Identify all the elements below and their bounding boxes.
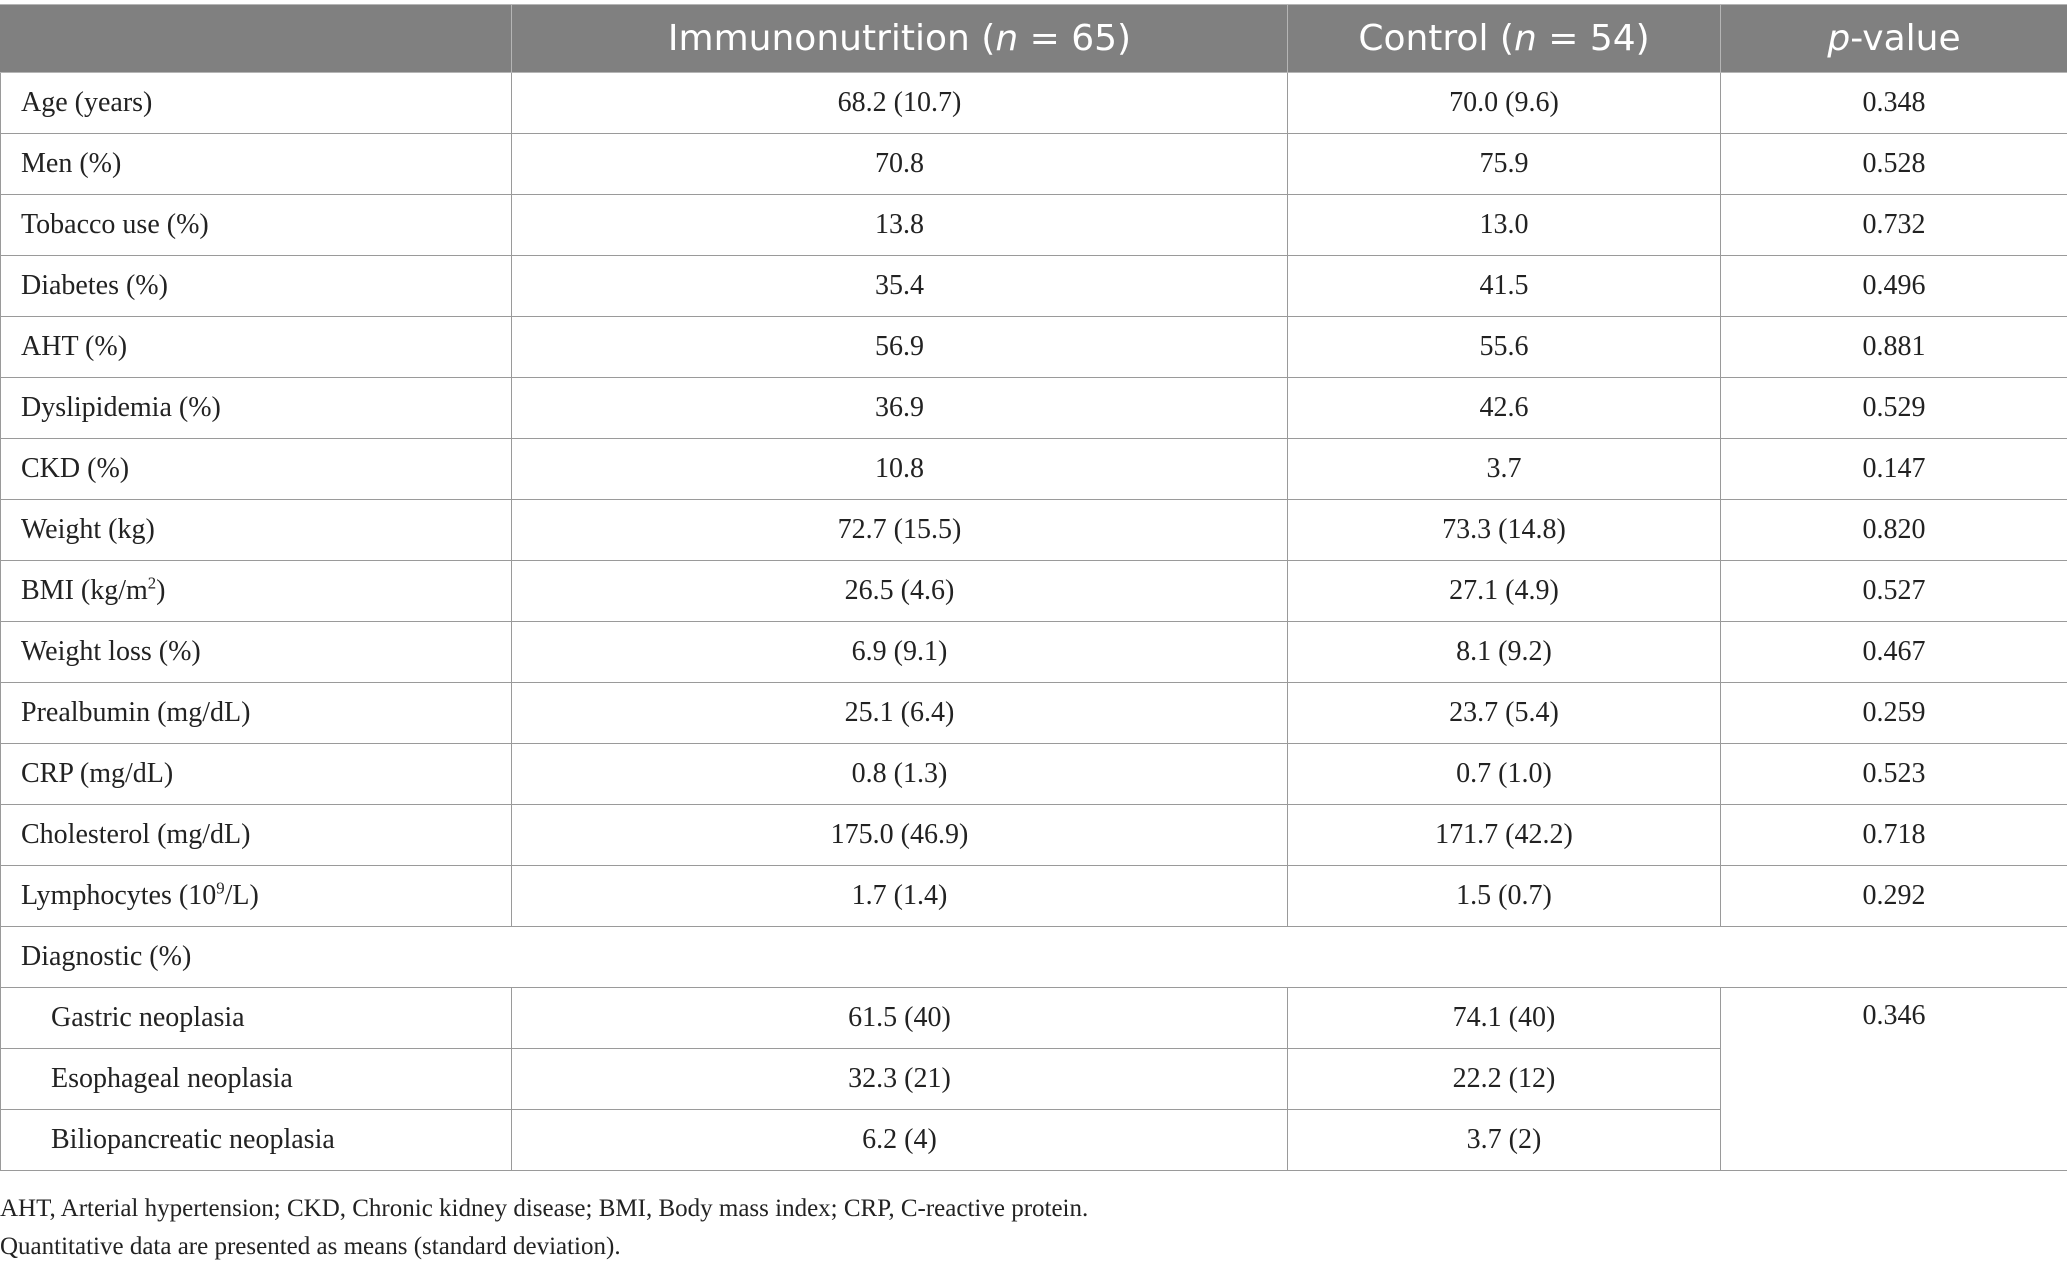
control-value: 74.1 (40) (1288, 988, 1721, 1049)
table-row (1, 622, 2067, 683)
immunonutrition-value: 1.7 (1.4) (512, 866, 1288, 927)
table-row (1, 744, 2067, 805)
p-value: 0.348 (1721, 73, 2067, 134)
immunonutrition-value: 56.9 (512, 317, 1288, 378)
p-value: 0.528 (1721, 134, 2067, 195)
footnote-abbreviations: AHT, Arterial hypertension; CKD, Chronic kidney disease; BMI, Body mass index; CRP, C-reactive protein. (0, 1195, 1089, 1222)
control-value: 23.7 (5.4) (1288, 683, 1721, 744)
table-row (1, 988, 2067, 1049)
table-footnotes (0, 1190, 1088, 1266)
row-label: BMI $(kg/m^2)$ (1, 561, 512, 622)
table-row (1, 683, 2067, 744)
control-value: 0.7 (1.0) (1288, 744, 1721, 805)
p-value: 0.496 (1721, 256, 2067, 317)
row-label: Cholesterol (mg/dL) (1, 805, 512, 866)
table-body (1, 73, 2067, 1171)
immunonutrition-value: 61.5 (40) (512, 988, 1288, 1049)
immunonutrition-value: 70.8 (512, 134, 1288, 195)
row-label: Biliopancreatic neoplasia (1, 1110, 512, 1171)
row-label: Weight loss (%) (1, 622, 512, 683)
control-value: 42.6 (1288, 378, 1721, 439)
immunonutrition-value: 6.2 (4) (512, 1110, 1288, 1171)
row-label: Gastric neoplasia (1, 988, 512, 1049)
table-row (1, 561, 2067, 622)
control-value: 13.0 (1288, 195, 1721, 256)
header-p-value: p-value (1721, 5, 2067, 73)
p-value: 0.718 (1721, 805, 2067, 866)
immunonutrition-value: 26.5 (4.6) (512, 561, 1288, 622)
table-row-section (1, 927, 2067, 988)
table-row (1, 378, 2067, 439)
immunonutrition-value: 13.8 (512, 195, 1288, 256)
header-immunonutrition: Immunonutrition (n = 65) (512, 5, 1288, 73)
row-label: CRP (mg/dL) (1, 744, 512, 805)
p-value: 0.529 (1721, 378, 2067, 439)
control-value: 75.9 (1288, 134, 1721, 195)
table-row (1, 805, 2067, 866)
control-value: 27.1 (4.9) (1288, 561, 1721, 622)
control-value: 171.7 (42.2) (1288, 805, 1721, 866)
immunonutrition-value: 6.9 (9.1) (512, 622, 1288, 683)
row-label: Age (years) (1, 73, 512, 134)
row-label: Prealbumin (mg/dL) (1, 683, 512, 744)
p-value: 0.346 (1721, 988, 2067, 1171)
table-row (1, 256, 2067, 317)
immunonutrition-value: 68.2 (10.7) (512, 73, 1288, 134)
p-value: 0.881 (1721, 317, 2067, 378)
immunonutrition-value: 32.3 (21) (512, 1049, 1288, 1110)
row-label: Dyslipidemia (%) (1, 378, 512, 439)
immunonutrition-value: 25.1 (6.4) (512, 683, 1288, 744)
table-header (1, 5, 2067, 73)
control-value: 1.5 (0.7) (1288, 866, 1721, 927)
header-row (1, 5, 2067, 73)
table-row (1, 134, 2067, 195)
immunonutrition-value: 175.0 (46.9) (512, 805, 1288, 866)
control-value: 22.2 (12) (1288, 1049, 1721, 1110)
section-label-diagnostic: Diagnostic (%) (1, 927, 2067, 988)
table-row (1, 866, 2067, 927)
row-label: AHT (%) (1, 317, 512, 378)
control-value: 70.0 (9.6) (1288, 73, 1721, 134)
p-value: 0.147 (1721, 439, 2067, 500)
control-value: 3.7 (2) (1288, 1110, 1721, 1171)
row-label: Weight (kg) (1, 500, 512, 561)
table-row (1, 500, 2067, 561)
p-value: 0.527 (1721, 561, 2067, 622)
baseline-characteristics-table (0, 4, 2067, 1171)
immunonutrition-value: 0.8 (1.3) (512, 744, 1288, 805)
control-value: 41.5 (1288, 256, 1721, 317)
p-value: 0.523 (1721, 744, 2067, 805)
control-value: 55.6 (1288, 317, 1721, 378)
header-variable (1, 5, 512, 73)
row-label: Men (%) (1, 134, 512, 195)
control-value: 73.3 (14.8) (1288, 500, 1721, 561)
row-label: Tobacco use (%) (1, 195, 512, 256)
row-label: Lymphocytes $(10^9/L)$ (1, 866, 512, 927)
table-row (1, 195, 2067, 256)
control-value: 3.7 (1288, 439, 1721, 500)
table-row (1, 73, 2067, 134)
data-table-container (0, 4, 2067, 1171)
footnote-data-format: Quantitative data are presented as means (standard deviation). (0, 1233, 621, 1260)
immunonutrition-value: 35.4 (512, 256, 1288, 317)
immunonutrition-value: 72.7 (15.5) (512, 500, 1288, 561)
p-value: 0.467 (1721, 622, 2067, 683)
immunonutrition-value: 10.8 (512, 439, 1288, 500)
p-value: 0.820 (1721, 500, 2067, 561)
control-value: 8.1 (9.2) (1288, 622, 1721, 683)
row-label: Diabetes (%) (1, 256, 512, 317)
p-value: 0.259 (1721, 683, 2067, 744)
row-label: Esophageal neoplasia (1, 1049, 512, 1110)
p-value: 0.732 (1721, 195, 2067, 256)
header-control: Control (n = 54) (1288, 5, 1721, 73)
table-row (1, 439, 2067, 500)
table-row (1, 317, 2067, 378)
immunonutrition-value: 36.9 (512, 378, 1288, 439)
row-label: CKD (%) (1, 439, 512, 500)
p-value: 0.292 (1721, 866, 2067, 927)
